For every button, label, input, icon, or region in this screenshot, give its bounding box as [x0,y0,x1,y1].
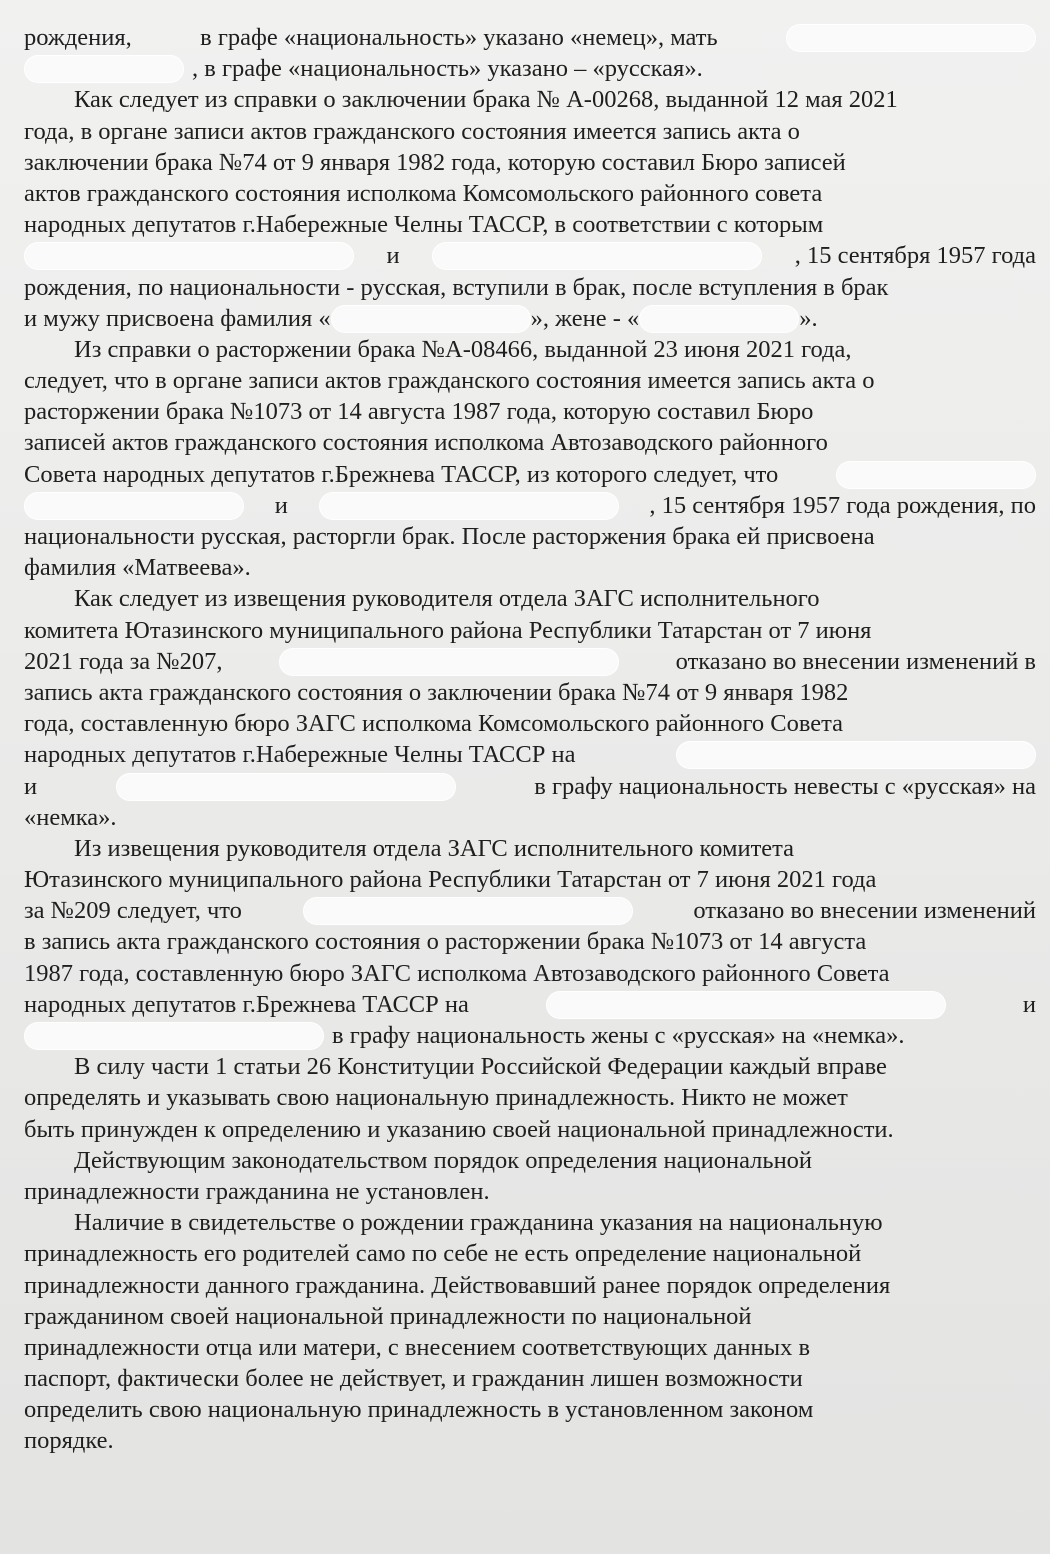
document-line [24,771,1036,802]
document-text: и [24,772,38,800]
redaction-block [676,741,1036,769]
document-text: за №209 следует, что [24,897,242,925]
redaction-block [432,242,762,270]
document-line [24,1363,1036,1394]
document-text: Из извещения руководителя отдела ЗАГС исполнительного комитета [74,834,795,862]
document-text: народных депутатов г.Набережные Челны ТАССР на [24,741,576,769]
document-text: следует, что в органе записи актов гражданского состояния имеется запись акта о [24,367,875,395]
document-line [24,521,1036,552]
redaction-block [24,242,354,270]
document-text: комитета Ютазинского муниципального района Республики Татарстан от 7 июня [24,616,872,644]
redaction-block [116,773,456,801]
document-text: Наличие в свидетельстве о рождении гражданина указания на национальную [74,1209,883,1237]
redaction-block [24,492,244,520]
document-text: народных депутатов г.Набережные Челны ТАССР, в соответствии с которым [24,211,824,239]
document-line [24,864,1036,895]
document-text: в графу национальность невесты с «русская» на [534,772,1036,800]
document-line [24,116,1036,147]
document-line [24,334,1036,365]
redaction-block [24,1022,324,1050]
document-line [24,926,1036,957]
redaction-block [279,648,619,676]
document-line [24,1051,1036,1082]
document-line [24,802,1036,833]
document-line [24,490,1036,521]
document-text: », жене - « [530,304,640,332]
document-line [24,459,1036,490]
document-text: Действующим законодательством порядок определения национальной [74,1146,813,1174]
document-text: фамилия «Матвеева». [24,554,251,582]
document-text: гражданином своей национальной принадлежности по национальной [24,1302,752,1330]
redaction-block [331,305,531,333]
document-text: записей актов гражданского состояния исполкома Автозаводского районного [24,429,828,457]
document-line [24,240,1036,271]
document-text: актов гражданского состояния исполкома Комсомольского районного совета [24,179,823,207]
document-text: Ютазинского муниципального района Республики Татарстан от 7 июня 2021 года [24,866,877,894]
document-line [24,958,1036,989]
document-text: в графе «национальность» указано «немец», мать [200,24,718,51]
document-text: запись акта гражданского состояния о заключении брака №74 от 9 января 1982 [24,678,849,706]
document-text: национальности русская, расторгли брак. После расторжения брака ей присвоена [24,523,875,550]
document-line [24,22,1036,53]
document-text: В силу части 1 статьи 26 Конституции Российской Федерации каждый вправе [74,1053,887,1081]
document-text: и мужу присвоена фамилия « [24,304,331,332]
document-line [24,615,1036,646]
document-text: Как следует из справки о заключении брака № А-00268, выданной 12 мая 2021 [74,86,898,114]
document-line [24,365,1036,396]
document-body [24,22,1036,1457]
document-line [24,303,1036,334]
document-text: , в графе «национальность» указано – «русская». [192,55,703,83]
document-line [24,396,1036,427]
document-line [24,1145,1036,1176]
document-line [24,677,1036,708]
document-text: Из справки о расторжении брака №А-08466, выданной 23 июня 2021 года, [74,335,852,363]
document-line [24,1425,1036,1456]
document-text: быть принужден к определению и указанию своей национальной принадлежности. [24,1115,894,1143]
document-line [24,583,1036,614]
document-line [24,209,1036,240]
document-line [24,1270,1036,1301]
document-line [24,1301,1036,1332]
document-line [24,1176,1036,1207]
document-text: , 15 сентября 1957 года рождения, по [649,491,1036,519]
document-text: года, в органе записи актов гражданского состояния имеется запись акта о [24,117,800,145]
document-line [24,739,1036,770]
document-text: в запись акта гражданского состояния о расторжении брака №1073 от 14 августа [24,928,867,956]
redaction-block [546,991,946,1019]
document-line [24,895,1036,926]
document-line [24,1082,1036,1113]
document-line [24,1332,1036,1363]
document-text: расторжении брака №1073 от 14 августа 1987 года, которую составил Бюро [24,398,814,426]
document-text: заключении брака №74 от 9 января 1982 года, которую составил Бюро записей [24,148,846,176]
document-text: и [274,491,288,519]
document-text: принадлежности отца или матери, с внесением соответствующих данных в [24,1333,811,1361]
document-line [24,147,1036,178]
document-line [24,989,1036,1020]
document-text: Совета народных депутатов г.Брежнева ТАССР, из которого следует, что [24,460,779,488]
redaction-block [319,492,619,520]
document-line [24,1114,1036,1145]
redaction-block [24,55,184,83]
document-line [24,178,1036,209]
redaction-block [786,24,1036,52]
document-line [24,272,1036,303]
document-text: ». [799,304,818,332]
document-text: отказано во внесении изменений [693,897,1036,925]
document-text: рождения, [24,24,132,51]
document-text: порядке. [24,1427,114,1455]
document-text: 2021 года за №207, [24,647,223,675]
document-line [24,646,1036,677]
document-text: определить свою национальную принадлежность в установленном законом [24,1396,814,1424]
document-line [24,708,1036,739]
document-line [24,53,1036,84]
document-text: принадлежности гражданина не установлен. [24,1177,490,1205]
redaction-block [836,461,1036,489]
document-line [24,427,1036,458]
redaction-block [639,305,799,333]
document-text: принадлежность его родителей само по себе не есть определение национальной [24,1240,862,1268]
document-line [24,84,1036,115]
document-line [24,1207,1036,1238]
document-text: 1987 года, составленную бюро ЗАГС исполкома Автозаводского районного Совета [24,959,890,987]
document-text: отказано во внесении изменений в [675,647,1036,675]
document-text: Как следует из извещения руководителя отдела ЗАГС исполнительного [74,585,820,613]
document-line [24,1394,1036,1425]
document-text: года, составленную бюро ЗАГС исполкома Комсомольского районного Совета [24,710,844,738]
document-text: в графу национальность жены с «русская» на «немка». [332,1022,905,1049]
document-text: и [1022,990,1036,1018]
document-text: определять и указывать свою национальную принадлежность. Никто не может [24,1084,848,1112]
document-line [24,833,1036,864]
document-text: рождения, по национальности - русская, вступили в брак, после вступления в брак [24,273,889,301]
document-line [24,552,1036,583]
document-text: паспорт, фактически более не действует, и гражданин лишен возможности [24,1365,803,1393]
document-text: и [386,242,400,270]
redaction-block [303,897,633,925]
document-text: , 15 сентября 1957 года [794,242,1036,270]
document-line [24,1020,1036,1051]
document-text: народных депутатов г.Брежнева ТАССР на [24,990,469,1018]
document-line [24,1238,1036,1269]
document-text: принадлежности данного гражданина. Действовавший ранее порядок определения [24,1271,891,1299]
document-text: «немка». [24,803,117,831]
